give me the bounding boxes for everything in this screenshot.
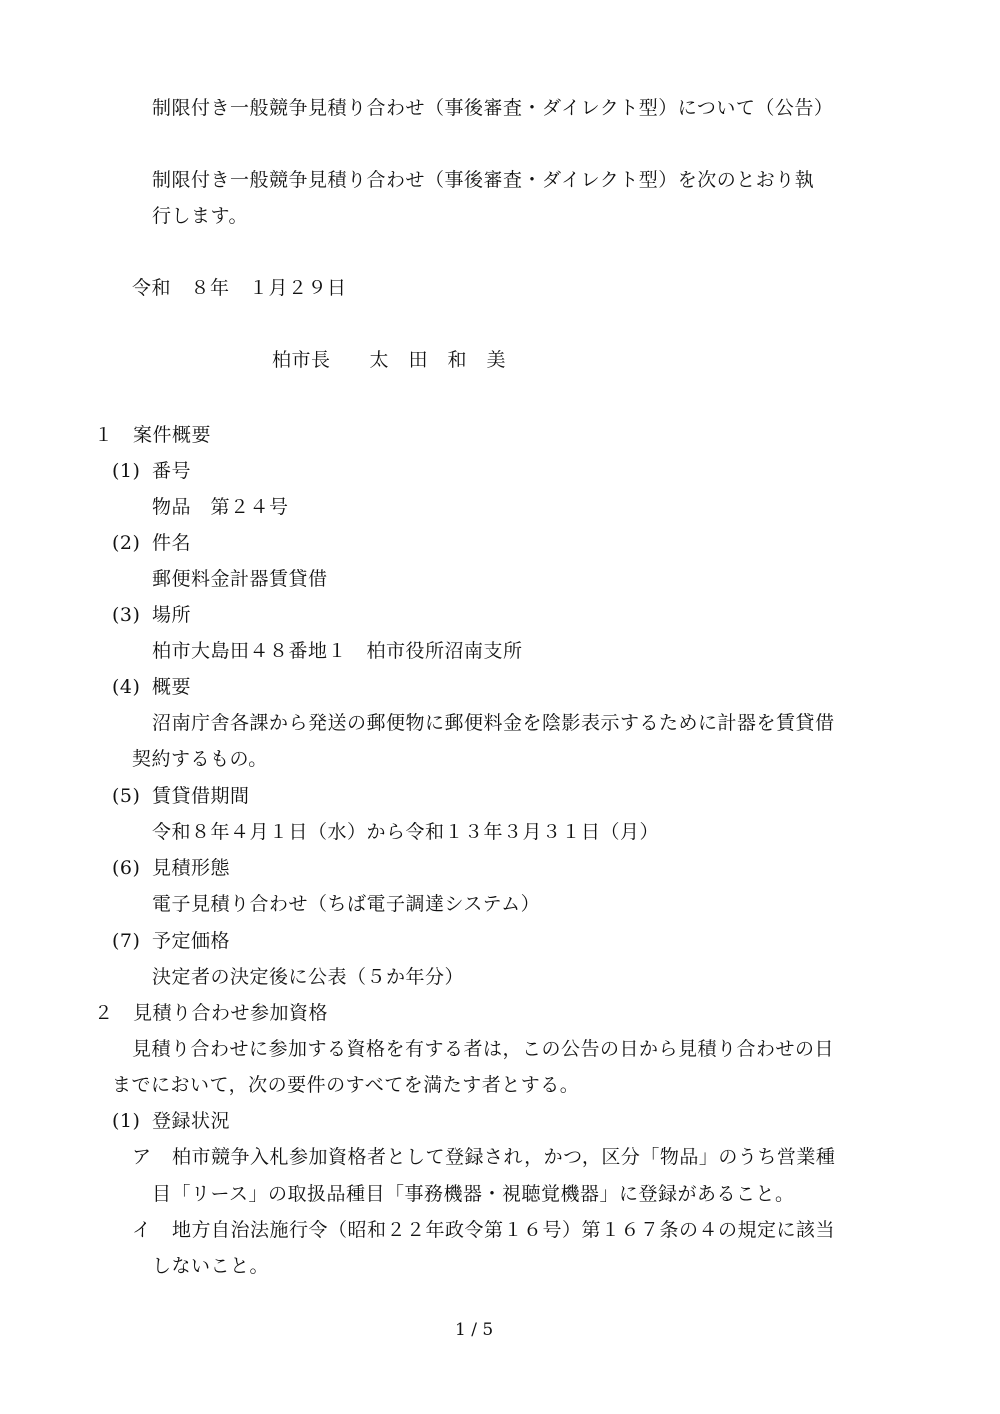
notice-title: 制限付き一般競争見積り合わせ（事後審査・ダイレクト型）について（公告）: [152, 97, 834, 119]
requirement-a-mark: ア: [132, 1146, 152, 1168]
item-7-title: 予定価格: [152, 930, 231, 952]
sub-1-label: (1): [112, 1110, 141, 1132]
requirement-i-line-2: しないこと。: [152, 1255, 270, 1277]
requirement-a-line-1: 柏市競争入札参加資格者として登録され，かつ，区分「物品」のうち営業種: [172, 1146, 836, 1168]
intro-line-1: 制限付き一般競争見積り合わせ（事後審査・ダイレクト型）を次のとおり執: [152, 169, 815, 191]
item-6-title: 見積形態: [152, 857, 231, 879]
item-6-value: 電子見積り合わせ（ちば電子調達システム）: [152, 893, 541, 915]
item-1-value: 物品 第２４号: [152, 496, 289, 518]
item-4-title: 概要: [152, 676, 192, 698]
item-6-label: (6): [112, 857, 141, 879]
section-1-heading: １ 案件概要: [94, 424, 212, 446]
item-4-value-line-1: 沼南庁舎各課から発送の郵便物に郵便料金を陰影表示するために計器を賃貸借: [152, 712, 835, 734]
intro-line-2: 行します。: [152, 205, 248, 227]
item-3-title: 場所: [152, 604, 192, 626]
requirement-i-mark: イ: [132, 1219, 152, 1241]
page-number: 1 / 5: [455, 1320, 494, 1340]
item-2-value: 郵便料金計器賃貸借: [152, 568, 328, 590]
item-1-title: 番号: [152, 460, 192, 482]
item-4-label: (4): [112, 676, 141, 698]
section-2-intro-line-1: 見積り合わせに参加する資格を有する者は，この公告の日から見積り合わせの日: [132, 1038, 835, 1060]
item-7-label: (7): [112, 930, 141, 952]
item-2-title: 件名: [152, 532, 192, 554]
item-4-value-line-2: 契約するもの。: [132, 748, 268, 770]
item-5-label: (5): [112, 785, 141, 807]
item-7-value: 決定者の決定後に公表（５か年分）: [152, 966, 465, 988]
item-2-label: (2): [112, 532, 141, 554]
requirement-a-line-2: 目「リース」の取扱品種目「事務機器・視聴覚機器」に登録があること。: [152, 1183, 795, 1205]
item-3-value: 柏市大島田４８番地１ 柏市役所沼南支所: [152, 640, 523, 662]
item-1-label: (1): [112, 460, 141, 482]
item-5-title: 賃貸借期間: [152, 785, 250, 807]
section-2-intro-line-2: までにおいて，次の要件のすべてを満たす者とする。: [112, 1074, 580, 1096]
item-3-label: (3): [112, 604, 141, 626]
sub-1-title: 登録状況: [152, 1110, 231, 1132]
signatory: 柏市長 太 田 和 美: [272, 349, 507, 371]
item-5-value: 令和８年４月１日（水）から令和１３年３月３１日（月）: [152, 821, 660, 843]
notice-date: 令和 ８年 １月２９日: [132, 277, 347, 299]
requirement-i-line-1: 地方自治法施行令（昭和２２年政令第１６号）第１６７条の４の規定に該当: [172, 1219, 836, 1241]
section-2-heading: ２ 見積り合わせ参加資格: [94, 1002, 329, 1024]
